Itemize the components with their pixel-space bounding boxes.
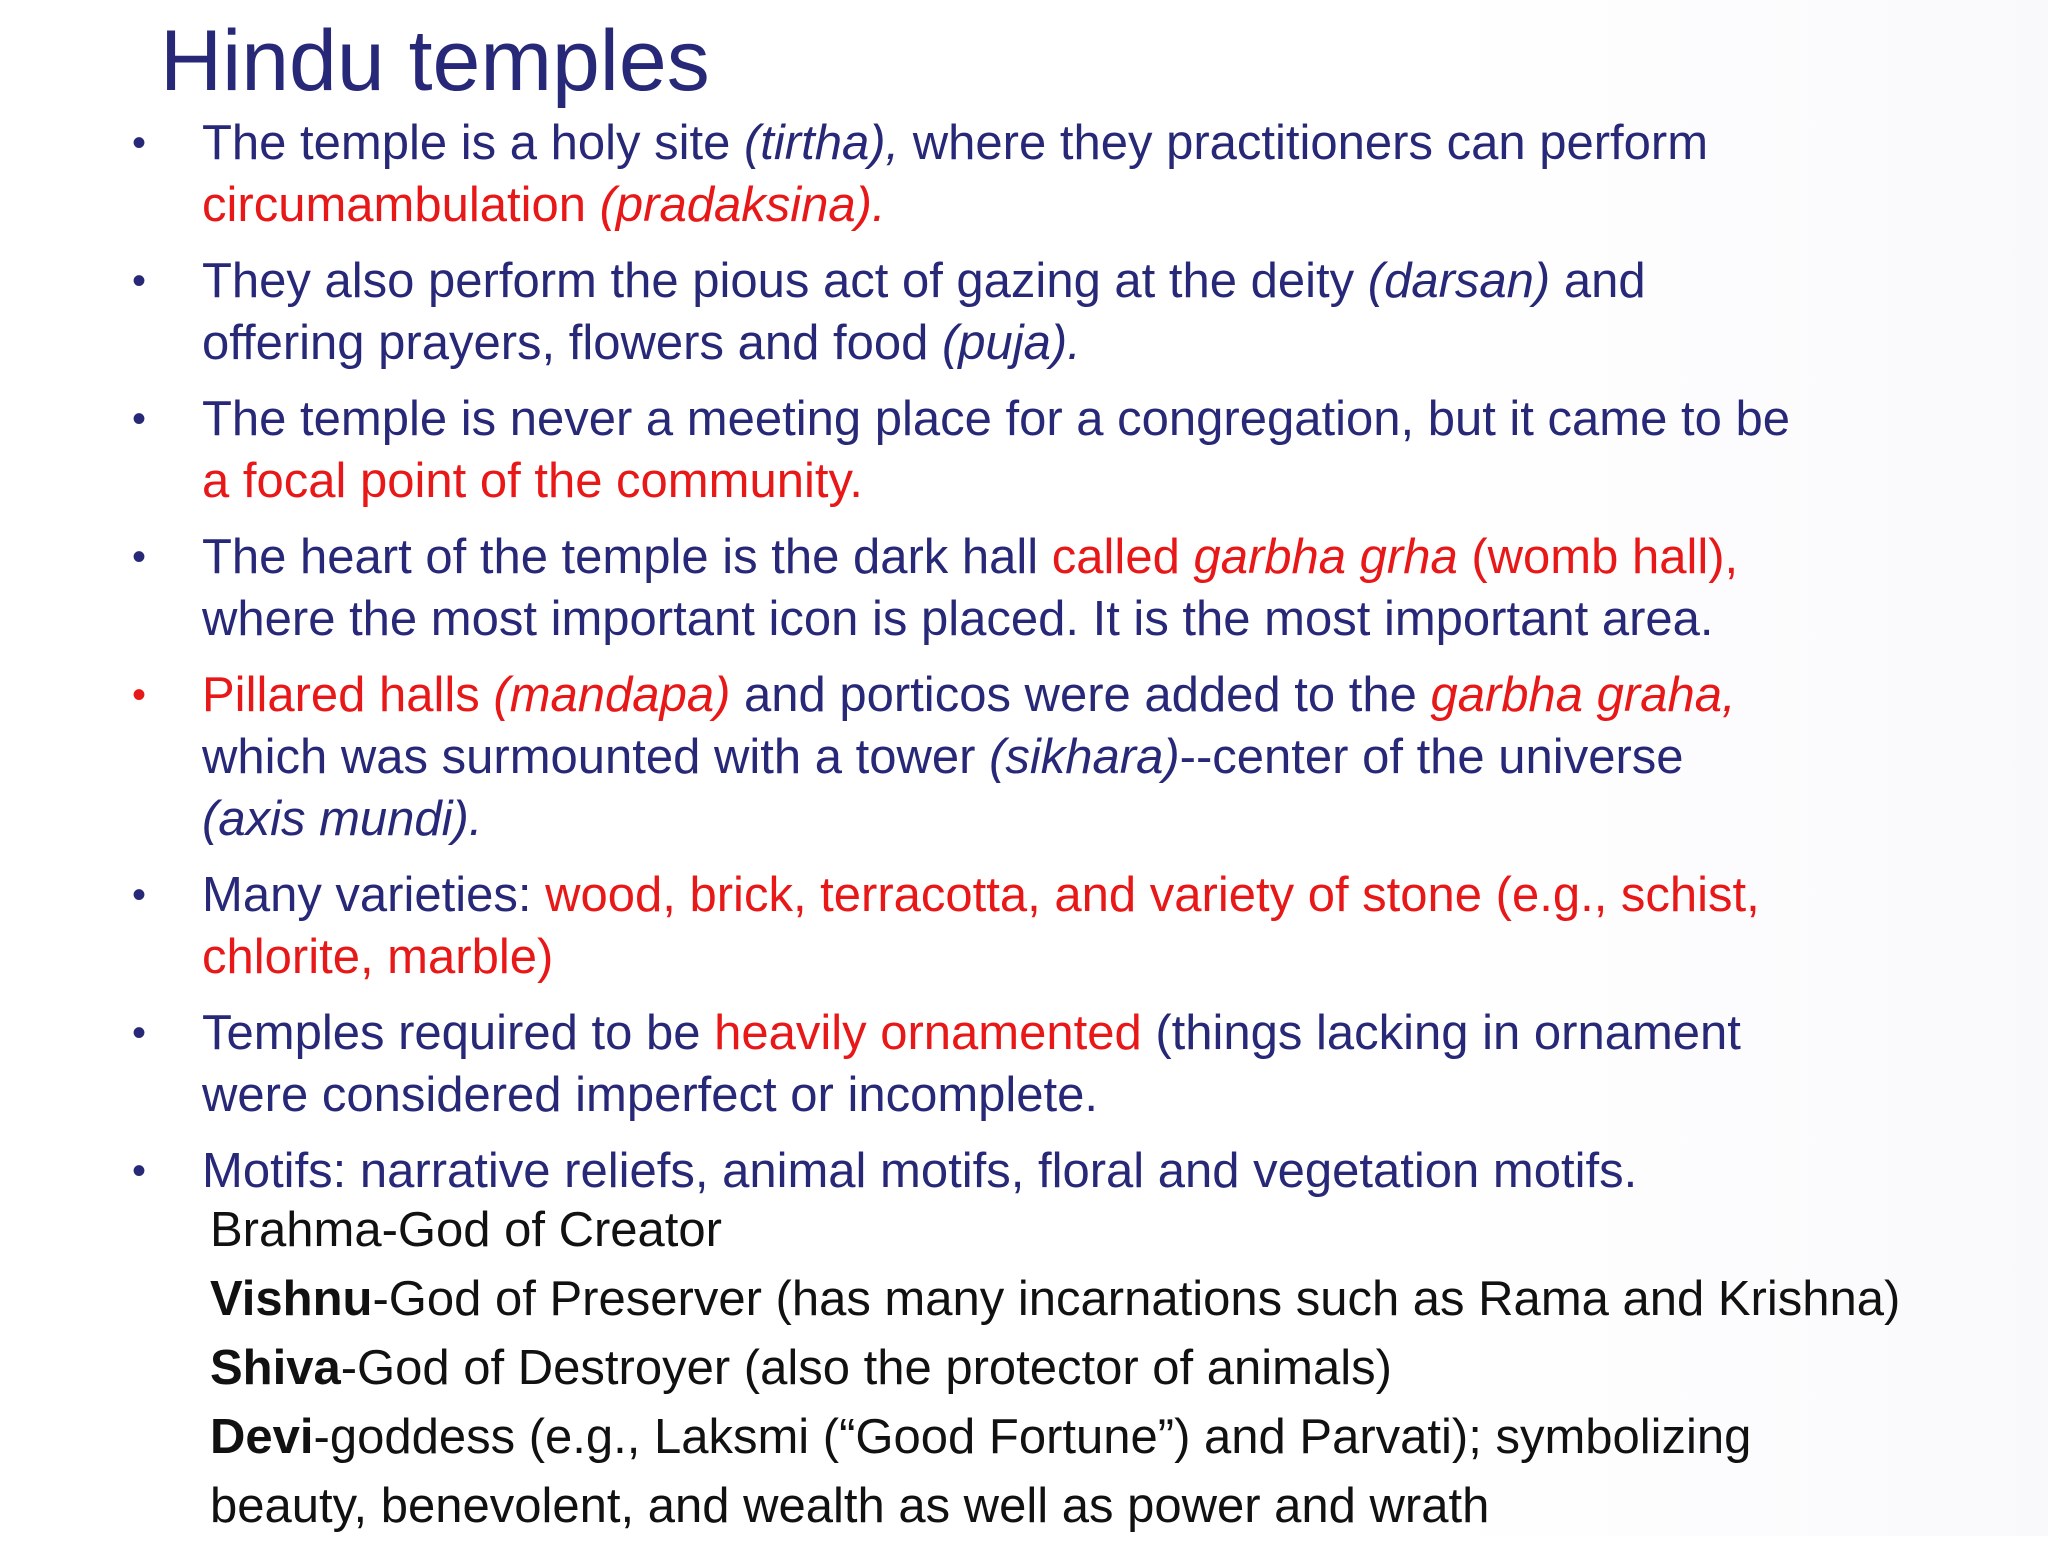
deity-list (210, 1196, 1900, 1541)
text-segment: Many varieties: (202, 868, 546, 922)
slide-title: Hindu temples (160, 13, 710, 109)
deity-description: -God of Destroyer (also the protector of animals) (340, 1341, 1392, 1395)
bullet-list (0, 112, 2048, 1216)
text-segment: where they practitioners can perform (899, 116, 1709, 170)
deity-name: Vishnu (210, 1272, 373, 1326)
bullet-line (202, 312, 1988, 374)
deity-line (210, 1265, 1900, 1334)
text-segment: (puja). (941, 316, 1081, 370)
bullet-line (202, 174, 1988, 236)
text-segment: (pradaksina). (599, 178, 886, 232)
text-segment: where the most important icon is placed. It is the most important area. (202, 592, 1714, 646)
deity-line (210, 1334, 1900, 1403)
text-segment: Motifs: narrative reliefs, animal motifs, floral and vegetation motifs. (202, 1144, 1638, 1198)
text-segment: wood, brick, terracotta, and variety of stone (e.g., schist, (545, 868, 1760, 922)
bullet-line (202, 450, 1988, 512)
text-segment: The temple is a holy site (202, 116, 744, 170)
text-segment: (sikhara) (989, 730, 1180, 784)
bullet-dot: • (131, 121, 146, 165)
text-segment: offering prayers, flowers and food (202, 316, 942, 370)
text-segment: Pillared halls (202, 668, 494, 722)
bullet-item (0, 526, 2048, 650)
bullet-line (202, 1002, 1988, 1064)
text-segment: garbha graha, (1430, 668, 1736, 722)
text-segment: (womb hall), (1457, 530, 1739, 584)
bullet-line (202, 926, 1988, 988)
text-segment: chlorite, marble) (202, 930, 554, 984)
bullet-item (0, 388, 2048, 512)
deity-line (210, 1196, 1900, 1265)
deity-name: Devi (210, 1410, 314, 1464)
deity-description: -goddess (e.g., Laksmi (“Good Fortune”) and Parvati); symbolizing (313, 1410, 1752, 1464)
bullet-line (202, 1064, 1988, 1126)
deity-description: -God of Preserver (has many incarnations such as Rama and Krishna) (372, 1272, 1901, 1326)
deity-line (210, 1403, 1900, 1472)
deity-name: Shiva (210, 1341, 341, 1395)
bullet-item (0, 112, 2048, 236)
bullet-line (202, 664, 1988, 726)
bullet-line (202, 250, 1988, 312)
bullet-line (202, 112, 1988, 174)
bullet-dot: • (131, 873, 146, 917)
text-segment: and porticos were added to the (730, 668, 1431, 722)
bullet-dot: • (131, 535, 146, 579)
bullet-dot: • (131, 397, 146, 441)
deity-description: beauty, benevolent, and wealth as well as power and wrath (210, 1479, 1490, 1533)
bullet-line (202, 864, 1988, 926)
bullet-dot: • (131, 673, 146, 717)
text-segment: (tirtha), (743, 116, 900, 170)
text-segment: (things lacking in ornament (1141, 1006, 1741, 1060)
text-segment: called (1051, 530, 1194, 584)
text-segment: They also perform the pious act of gazing at the deity (202, 254, 1368, 308)
text-segment: --center of the universe (1179, 730, 1684, 784)
bullet-item (0, 664, 2048, 850)
text-segment: (axis mundi). (202, 792, 483, 846)
bullet-line (202, 788, 1988, 850)
bullet-dot: • (131, 259, 146, 303)
bullet-item (0, 1140, 2048, 1202)
text-segment: and (1550, 254, 1646, 308)
text-segment: a focal point of the community. (202, 454, 863, 508)
text-segment: Temples required to be (202, 1006, 715, 1060)
bullet-dot: • (131, 1149, 146, 1193)
text-segment: The temple is never a meeting place for a congregation, but it came to be (202, 392, 1790, 446)
bullet-item (0, 250, 2048, 374)
bullet-item (0, 1002, 2048, 1126)
deity-line (210, 1472, 1900, 1541)
text-segment: were considered imperfect or incomplete. (202, 1068, 1099, 1122)
bullet-dot: • (131, 1011, 146, 1055)
bullet-line (202, 726, 1988, 788)
bullet-item (0, 864, 2048, 988)
text-segment: (darsan) (1367, 254, 1551, 308)
text-segment: garbha grha (1193, 530, 1458, 584)
text-segment: circumambulation (202, 178, 600, 232)
text-segment: heavily ornamented (714, 1006, 1142, 1060)
text-segment: which was surmounted with a tower (202, 730, 990, 784)
deity-description: Brahma-God of Creator (210, 1203, 722, 1257)
text-segment: The heart of the temple is the dark hall (202, 530, 1052, 584)
bullet-line (202, 1140, 1988, 1202)
bullet-line (202, 588, 1988, 650)
bullet-line (202, 388, 1988, 450)
bullet-line (202, 526, 1988, 588)
text-segment: (mandapa) (493, 668, 731, 722)
